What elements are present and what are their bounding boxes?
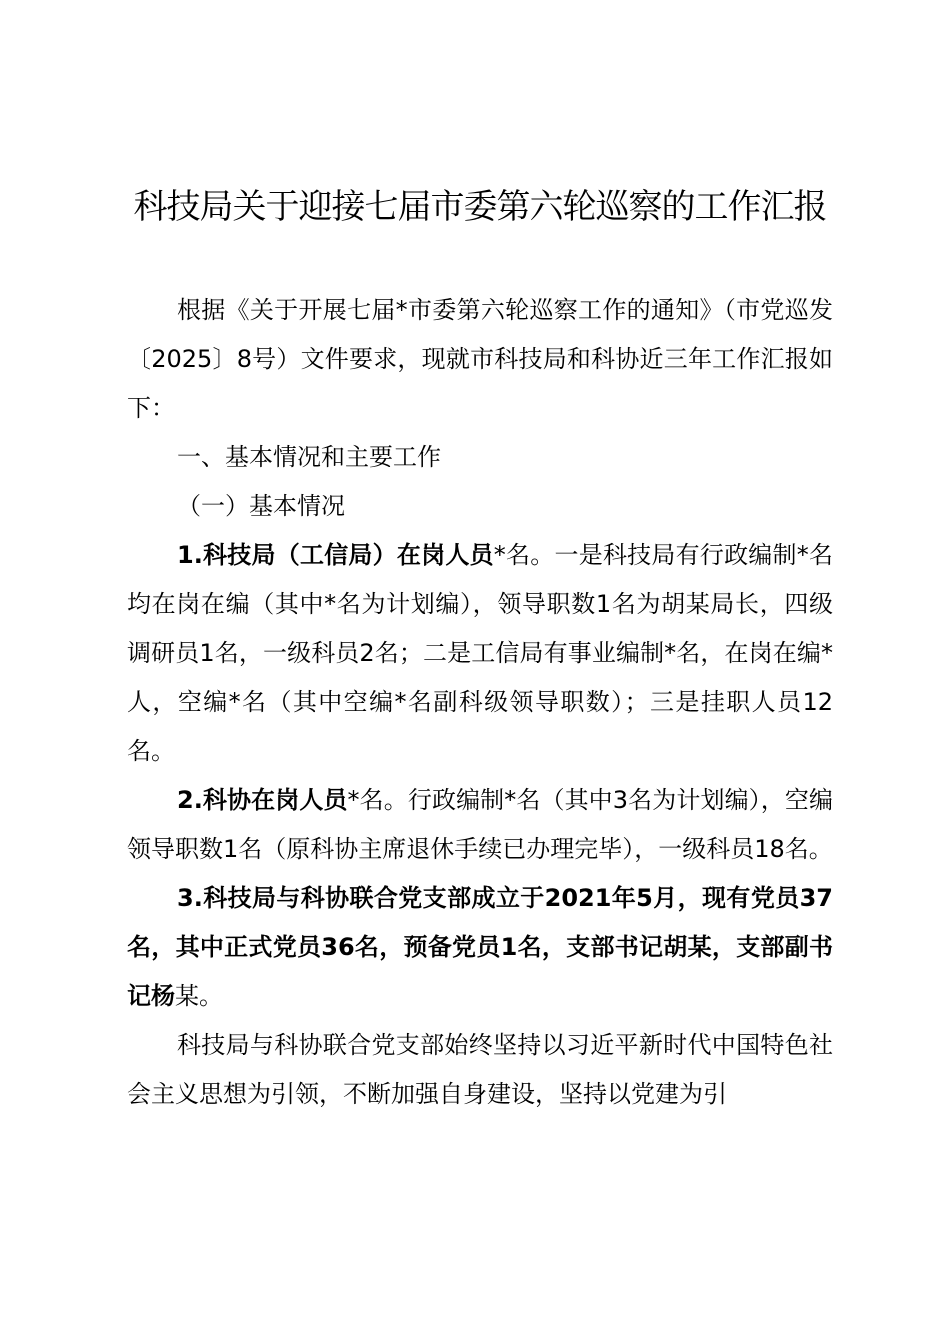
document-title: 科技局关于迎接七届市委第六轮巡察的工作汇报: [133, 187, 827, 227]
item-2-lead: 2.科协在岗人员: [177, 786, 348, 814]
intro-paragraph: 根据《关于开展七届*市委第六轮巡察工作的通知》（市党巡发〔2025〕8号）文件要求，现就市科技局和科协近三年工作汇报如下：: [127, 296, 833, 422]
document-body: [127, 286, 833, 1119]
closing-paragraph: 科技局与科协联合党支部始终坚持以习近平新时代中国特色社会主义思想为引领，不断加强自身建设，坚持以党建为引: [127, 1031, 833, 1108]
section-heading-2: （一）基本情况: [177, 492, 345, 520]
item-1-lead: 1.科技局（工信局）在岗人员: [177, 541, 494, 569]
item-3-text: 某。: [175, 982, 223, 1010]
item-3-lead: 3.科技局与科协联合党支部成立于2021年5月，现有党员37名，其中正式党员36名，预备党员1名，支部书记胡某，支部副书记杨: [127, 884, 833, 1010]
section-heading-1: 一、基本情况和主要工作: [177, 443, 441, 471]
item-paragraph-2: [127, 776, 833, 874]
item-2-text: *名。行政编制*名（其中3名为计划编），空编领导职数1名（原科协主席退休手续已办理完毕），一级科员18名。: [127, 786, 833, 863]
item-1-text: *名。一是科技局有行政编制*名均在岗在编（其中*名为计划编），领导职数1名为胡某局长，四级调研员1名，一级科员2名；二是工信局有事业编制*名，在岗在编*人，空编*名（其中空编*名副科级领导职数）；三是挂职人员12名。: [127, 541, 833, 765]
item-paragraph-3: [127, 874, 833, 1021]
item-paragraph-1: [127, 531, 833, 776]
